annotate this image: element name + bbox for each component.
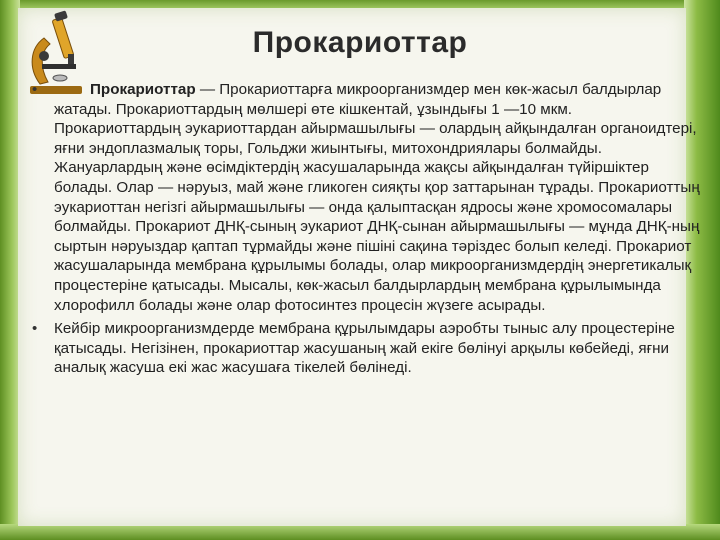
bullet-term: Прокариоттар	[90, 81, 196, 98]
slide-title: Прокариоттар	[252, 26, 468, 59]
frame-bottom	[0, 524, 720, 540]
bullet-item-2	[30, 319, 702, 378]
frame-left	[0, 0, 20, 540]
bullet-text: — Прокариоттарға микроорганизмдер мен көк-жасыл балдырлар жатады. Прокариоттардың мөлшері өте кішкентай, ұзындығы 1 —10 мкм. Прокариоттардың эукариоттардан айырмашылығы — олардың айқындалған органоидтері, яғни эндоплазмалық торы, Гольджи жиынтығы, митохондриялары болмайды. Жануарлардың және өсімдіктердің жасушаларында жақсы айқындалған түйіршіктер болады. Олар — нәруыз, май және гликоген сияқты қор заттарынан тұрады. Прокариоттың эукариоттан негізгі айырмашылығы — онда қалыптасқан ядросы және хромосомалары болмайды. Прокариот ДНҚ-сының эукариот ДНҚ-сынан айырмашылығы — мұнда ДНҚ-ның сыртын нәруыздар қаптап тұрмайды және пішіні сақина тәріздес болып келеді. Прокариот жасушаларында мембрана құрылымы болады, олар микроорганизмдердің энергетикалық процестеріне қатысады. Мысалы, көк-жасыл балдырлардың мембрана құрылымында хлорофилл болады және олар фотосинтез процесін жүзеге асырады.	[54, 81, 700, 314]
bullet-dot-icon: •	[32, 320, 38, 338]
bullet-item-1	[30, 80, 702, 315]
slide-content	[30, 80, 702, 382]
bullet-text: Кейбір микроорганизмдерде мембрана құрылымдары аэробты тыныс алу процестеріне қатысады. Негізінен, прокариоттар жасушаның жай екіге бөлінуі арқылы көбейеді, яғни аналық жасуша екі жас жасушаға тікелей бөлінеді.	[54, 320, 675, 377]
bullet-dot-icon: •	[32, 81, 38, 98]
